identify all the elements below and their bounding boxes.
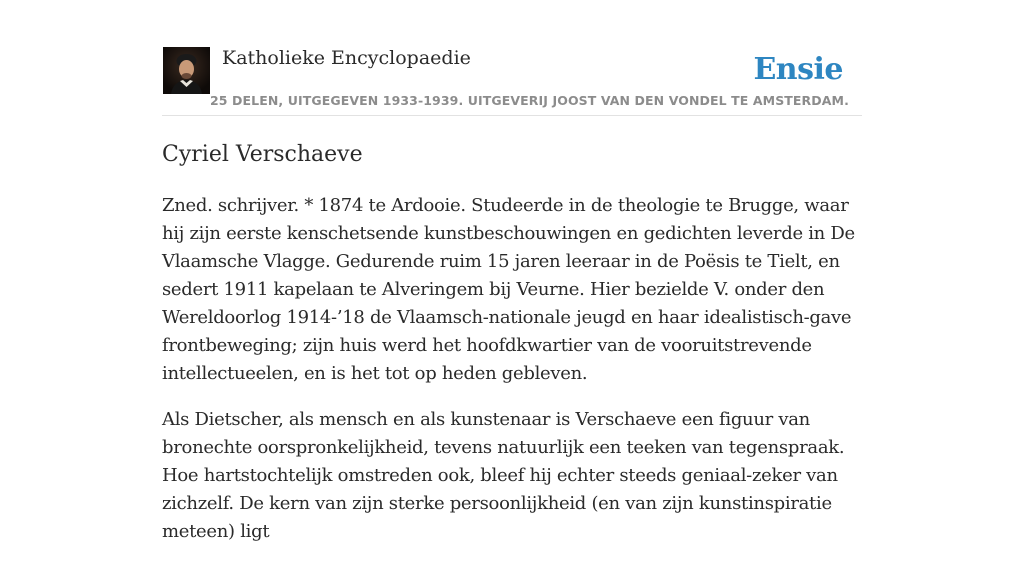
article-paragraph: Zned. schrijver. * 1874 te Ardooie. Studeerde in de theologie te Brugge, waar hij zijn eerste kenschetsende kunstbeschouwingen en gedichten leverde in De Vlaamsche Vlagge. Gedurende ruim 15 jaren leeraar in de Poësis te Tielt, en sedert 1911 kapelaan te Alveringem bij Veurne. Hier bezielde V. onder den Wereldoorlog 1914-’18 de Vlaamsch-nationale jeugd en haar idealistisch-gave frontbeweging; zijn huis werd het hoofdkwartier van de vooruitstrevende intellectueelen, en is het tot op heden gebleven. <box>162 195 855 384</box>
article-paragraph: Als Dietscher, als mensch en als kunstenaar is Verschaeve een figuur van bronechte oorspronkelijkheid, tevens natuurlijk een teeken van tegenspraak. Hoe hartstochtelijk omstreden ook, bleef hij echter steeds geniaal-zeker van zichzelf. De kern van zijn sterke persoonlijkheid (en van zijn kunstinspiratie meteen) ligt <box>162 409 845 542</box>
portrait-icon[interactable] <box>163 47 210 94</box>
article-title: Cyriel Verschaeve <box>162 142 363 167</box>
book-meta: 25 DELEN, UITGEGEVEN 1933-1939. UITGEVERIJ JOOST VAN DEN VONDEL TE AMSTERDAM. <box>210 93 849 108</box>
article-body <box>162 192 872 564</box>
ensie-logo[interactable]: Ensie <box>753 52 843 87</box>
header-divider <box>162 115 862 116</box>
book-title[interactable]: Katholieke Encyclopaedie <box>222 47 471 69</box>
